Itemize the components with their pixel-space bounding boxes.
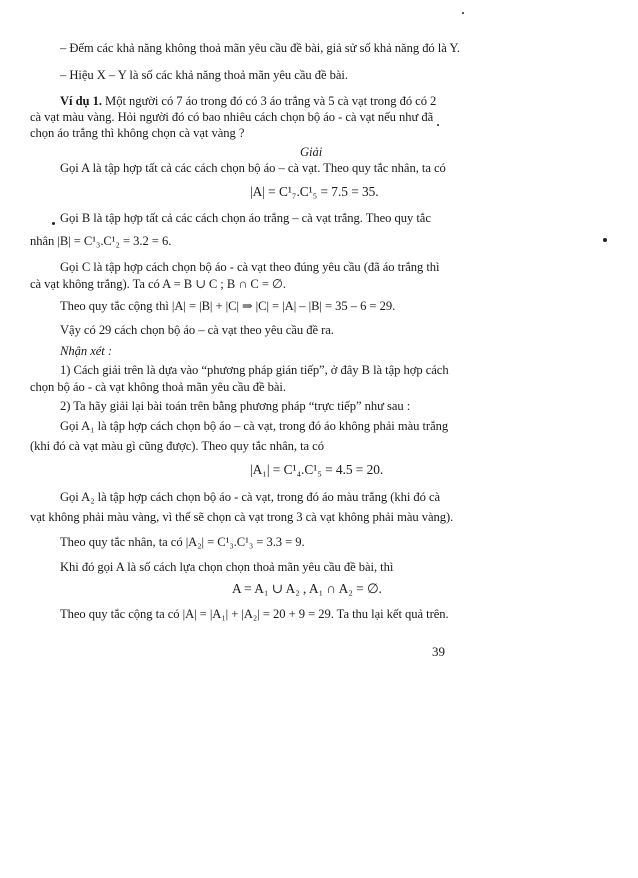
text-line: 2) Ta hãy giải lại bài toán trên bằng phương pháp “trực tiếp” như sau : xyxy=(60,399,411,413)
text-line: vạt không phải màu vàng, vì thế sẽ chọn cà vạt trong 3 cà vạt không phải màu vàng). xyxy=(30,510,454,524)
text-line: Một người có 7 áo trong đó có 3 áo trắng và 5 cà vạt trong đó có 2 xyxy=(101,94,437,108)
text-line: chọn áo trắng thì không chọn cà vạt vàng ? xyxy=(30,126,245,140)
text-line: Khi đó gọi A là số cách lựa chọn chọn thoả mãn yêu cầu đề bài, thì xyxy=(60,560,394,574)
example-1-line xyxy=(60,93,436,109)
equation: |A| = C¹₇.C¹₅ = 7.5 = 35. xyxy=(250,184,379,199)
text-line: Gọi A₂ là tập hợp cách chọn bộ áo - cà vạt, trong đó áo màu trắng (khi đó cà xyxy=(60,490,441,504)
text-line: – Hiệu X – Y là số các khả năng thoả mãn yêu cầu đề bài. xyxy=(60,68,348,82)
page-number: 39 xyxy=(432,644,445,659)
text-line: Vậy có 29 cách chọn bộ áo – cà vạt theo yêu cầu đề ra. xyxy=(60,323,334,337)
text-line: cà vạt màu vàng. Hỏi người đó có bao nhiêu cách chọn bộ áo - cà vạt nếu như đã xyxy=(30,110,434,124)
text-line: Gọi A₁ là tập hợp cách chọn bộ áo – cà vạt, trong đó áo không phải màu trắng xyxy=(60,419,449,433)
scan-speck xyxy=(462,12,464,14)
text-line: Gọi B là tập hợp tất cả các cách chọn áo trắng – cà vạt trắng. Theo quy tắc xyxy=(60,211,431,225)
scan-speck xyxy=(437,124,439,126)
scan-speck xyxy=(52,222,55,225)
text-line: cà vạt không trắng). Ta có A = B ∪ C ; B ∩ C = ∅. xyxy=(30,277,287,291)
text-line: Gọi C là tập hợp cách chọn bộ áo - cà vạt theo đúng yêu cầu (đã áo trắng thì xyxy=(60,260,440,274)
text-line: Theo quy tắc cộng thì |A| = |B| + |C| ⇒ |C| = |A| – |B| = 35 – 6 = 29. xyxy=(60,299,396,313)
text-line: Theo quy tắc cộng ta có |A| = |A₁| + |A₂| = 20 + 9 = 29. Ta thu lại kết quả trên. xyxy=(60,607,449,621)
text-line: (khi đó cà vạt màu gì cũng được). Theo quy tắc nhân, ta có xyxy=(30,439,324,453)
text-line: Gọi A là tập hợp tất cả các cách chọn bộ áo – cà vạt. Theo quy tắc nhân, ta có xyxy=(60,161,446,175)
text-line: 1) Cách giải trên là dựa vào “phương pháp gián tiếp”, ở đây B là tập hợp cách xyxy=(60,363,449,377)
text-line: Theo quy tắc nhân, ta có |A₂| = C¹₃.C¹₃ = 3.3 = 9. xyxy=(60,535,305,549)
scan-speck xyxy=(603,238,607,242)
equation: A = A₁ ∪ A₂ , A₁ ∩ A₂ = ∅. xyxy=(232,581,382,596)
text-line: – Đếm các khả năng không thoả mãn yêu cầu đề bài, giả sử số khả năng đó là Y. xyxy=(60,41,460,55)
text-line: chọn bộ áo - cà vạt không thoả mãn yêu cầu đề bài. xyxy=(30,380,286,394)
example-label: Ví dụ 1. xyxy=(60,94,102,108)
text-line: nhân |B| = C¹₃.C¹₂ = 3.2 = 6. xyxy=(30,234,172,248)
solution-heading: Giải xyxy=(300,145,323,159)
remark-heading: Nhận xét : xyxy=(60,344,112,358)
equation: |A₁| = C¹₄.C¹₅ = 4.5 = 20. xyxy=(250,462,384,477)
